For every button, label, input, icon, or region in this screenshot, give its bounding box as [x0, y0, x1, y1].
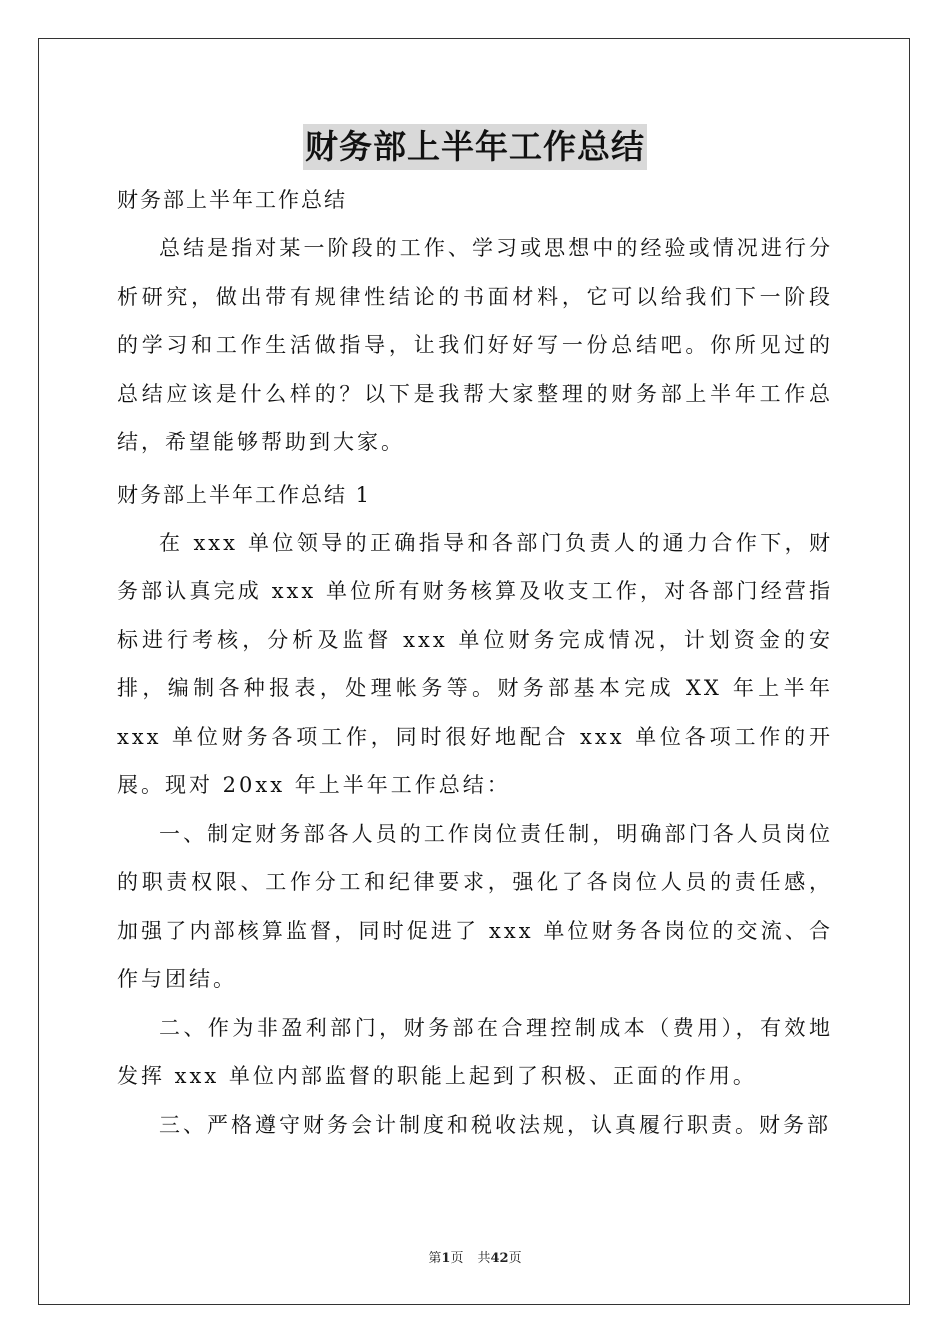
page-prefix: 第: [428, 1251, 442, 1266]
page-number: 1: [441, 1251, 451, 1266]
total-prefix: 共: [477, 1251, 491, 1266]
document-title-text: 财务部上半年工作总结: [303, 124, 647, 170]
document-body: [117, 176, 833, 1149]
total-unit: 页: [508, 1251, 522, 1266]
total-pages: 42: [490, 1251, 509, 1266]
intro-paragraph: 总结是指对某一阶段的工作、学习或思想中的经验或情况进行分析研究，做出带有规律性结论的书面材料，它可以给我们下一阶段的学习和工作生活做指导，让我们好好写一份总结吧。你所见过的总结应该是什么样的？以下是我帮大家整理的财务部上半年工作总结，希望能够帮助到大家。: [117, 236, 833, 454]
page-unit: 页: [450, 1251, 464, 1266]
body-paragraph: 三、严格遵守财务会计制度和税收法规，认真履行职责。财务部: [159, 1112, 831, 1137]
body-paragraph: 在 xxx 单位领导的正确指导和各部门负责人的通力合作下，财务部认真完成 xxx 单位所有财务核算及收支工作，对各部门经营指标进行考核，分析及监督 xxx 单位财务完成情况，计划资金的安排，编制各种报表，处理帐务等。财务部基本完成 XX 年上半年 xxx 单位财务各项工作，同时很好地配合 xxx 单位各项工作的开展。现对 20xx 年上半年工作总结：: [117, 530, 833, 797]
document-subtitle: 财务部上半年工作总结: [117, 188, 347, 212]
body-paragraph: 一、制定财务部各人员的工作岗位责任制，明确部门各人员岗位的职责权限、工作分工和纪律要求，强化了各岗位人员的责任感，加强了内部核算监督，同时促进了 xxx 单位财务各岗位的交流、合作与团结。: [117, 821, 833, 991]
section-heading: 财务部上半年工作总结 1: [117, 482, 372, 507]
document-title: [0, 124, 950, 170]
page-footer: [0, 1250, 950, 1268]
body-paragraph: 二、作为非盈利部门，财务部在合理控制成本（费用），有效地发挥 xxx 单位内部监督的职能上起到了积极、正面的作用。: [117, 1015, 833, 1088]
